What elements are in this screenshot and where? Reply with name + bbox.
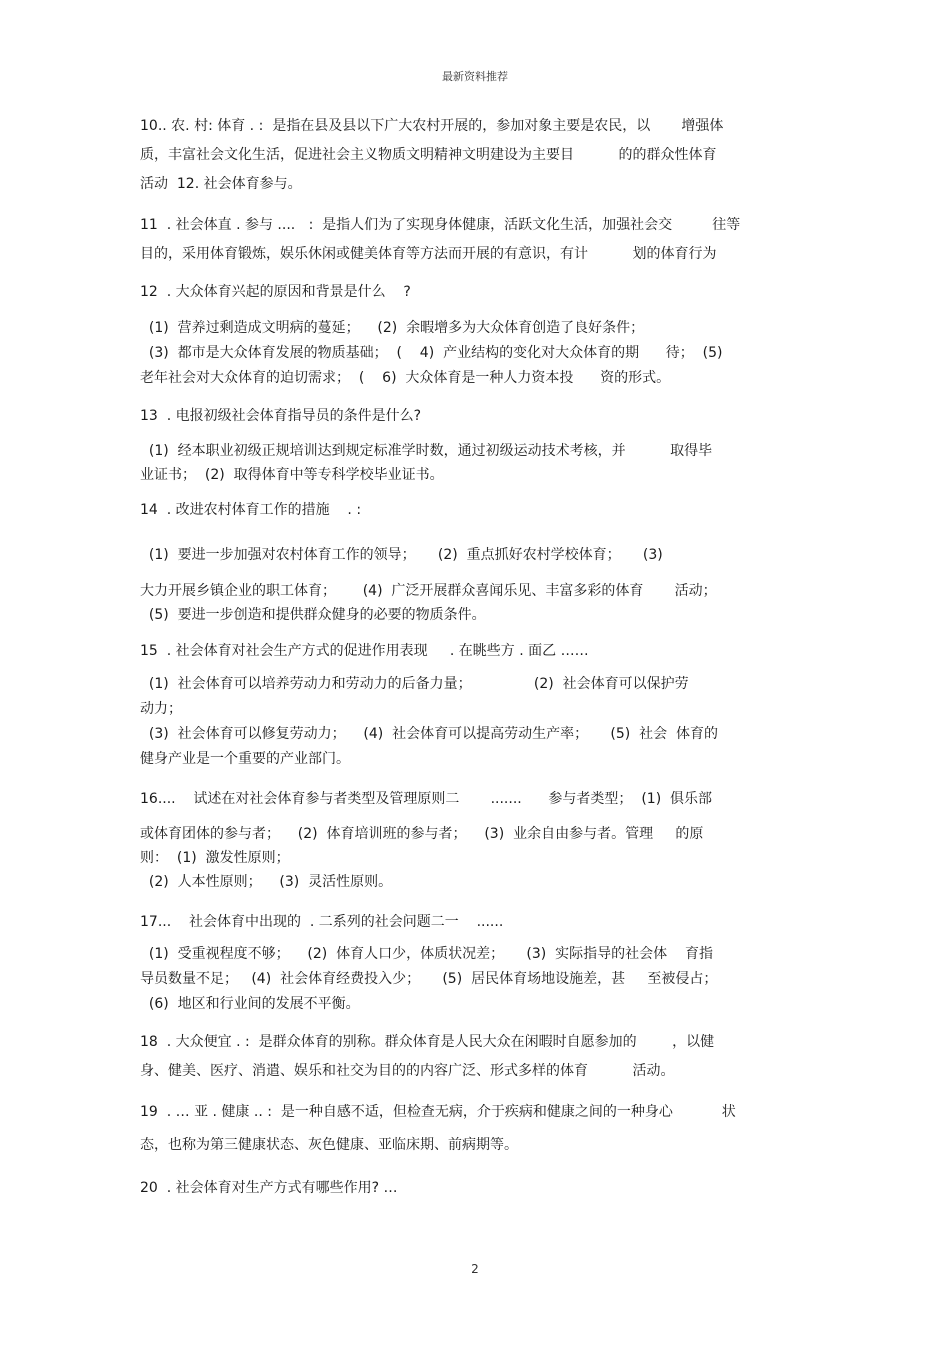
- text-line: 11 . 社会体直 . 参与 .... : 是指人们为了实现身体健康，活跃文化生活，加强社会交 往等: [140, 217, 741, 233]
- text-line: (1) 经本职业初级正规培训达到规定标准学时数，通过初级运动技术考核，并 取得毕: [140, 443, 713, 459]
- question-heading: 14 . 改进农村体育工作的措施 . :: [140, 502, 362, 518]
- text-line: 活动 12. 社会体育参与。: [140, 176, 302, 192]
- text-line: 质，丰富社会文化生活，促进社会主义物质文明精神文明建设为主要目 的的群众性体育: [140, 147, 717, 163]
- question-heading: 15 . 社会体育对社会生产方式的促进作用表现 . 在眺些方 . 面乙 ……: [140, 643, 589, 659]
- text-line: 老年社会对大众体育的迫切需求； ( 6) 大众体育是一种人力资本投 资的形式。: [140, 370, 671, 386]
- page-header: 最新资料推荐: [442, 70, 508, 83]
- text-line: 大力开展乡镇企业的职工体育； (4) 广泛开展群众喜闻乐见、丰富多彩的体育 活动；: [140, 583, 717, 599]
- text-line: 业证书； (2) 取得体育中等专科学校毕业证书。: [140, 467, 444, 483]
- text-line: 10.. 农. 村: 体育 . : 是指在县及县以下广大农村开展的，参加对象主要是农民，以 增强体: [140, 118, 724, 134]
- text-line: (6) 地区和行业间的发展不平衡。: [140, 996, 360, 1012]
- text-line: 导员数量不足； (4) 社会体育经费投入少； (5) 居民体育场地设施差，甚 至被侵占；: [140, 971, 718, 987]
- question-heading: 17... 社会体育中出现的 . 二系列的社会问题二一 ......: [140, 914, 504, 930]
- text-line: (1) 社会体育可以培养劳动力和劳动力的后备力量； (2) 社会体育可以保护劳: [140, 676, 689, 692]
- text-line: (3) 社会体育可以修复劳动力； (4) 社会体育可以提高劳动生产率； (5) 社会 体育的: [140, 726, 719, 742]
- text-line: (1) 营养过剩造成文明病的蔓延； (2) 余暇增多为大众体育创造了良好条件；: [140, 320, 645, 336]
- text-line: 动力；: [140, 701, 182, 717]
- question-heading: 13 . 电报初级社会体育指导员的条件是什么?: [140, 408, 422, 424]
- text-line: 19 . … 亚 . 健康 .. : 是一种自感不适，但检查无病，介于疾病和健康之间的一种身心 状: [140, 1104, 736, 1120]
- text-line: 18 . 大众便宜 . : 是群众体育的别称。群众体育是人民大众在闲暇时自愿参加的 ，以健: [140, 1034, 715, 1050]
- text-line: (1) 受重视程度不够； (2) 体育人口少，体质状况差； (3) 实际指导的社会体 育指: [140, 946, 713, 962]
- text-line: 则： (1) 激发性原则；: [140, 850, 290, 866]
- text-line: (5) 要进一步创造和提供群众健身的必要的物质条件。: [140, 607, 486, 623]
- text-line: 或体育团体的参与者； (2) 体育培训班的参与者； (3) 业余自由参与者。管理 的原: [140, 826, 704, 842]
- question-heading: 16.... 试述在对社会体育参与者类型及管理原则二 ....... 参与者类型； (1) 俱乐部: [140, 791, 713, 807]
- text-line: (1) 要进一步加强对农村体育工作的领导； (2) 重点抓好农村学校体育； (3): [140, 547, 663, 563]
- question-heading: 20 . 社会体育对生产方式有哪些作用? …: [140, 1180, 398, 1196]
- text-line: (2) 人本性原则； (3) 灵活性原则。: [140, 874, 393, 890]
- text-line: 健身产业是一个重要的产业部门。: [140, 751, 350, 767]
- page-number: 2: [471, 1262, 479, 1276]
- text-line: 身、健美、医疗、消遣、娱乐和社交为目的的内容广泛、形式多样的体育 活动。: [140, 1063, 675, 1079]
- text-line: 态，也称为第三健康状态、灰色健康、亚临床期、前病期等。: [140, 1137, 518, 1153]
- text-line: (3) 都市是大众体育发展的物质基础； ( 4) 产业结构的变化对大众体育的期 待； (5): [140, 345, 723, 361]
- question-heading: 12 . 大众体育兴起的原因和背景是什么 ?: [140, 284, 411, 300]
- text-line: 目的，采用体育锻炼，娱乐休闲或健美体育等方法而开展的有意识，有计 划的体育行为: [140, 246, 717, 262]
